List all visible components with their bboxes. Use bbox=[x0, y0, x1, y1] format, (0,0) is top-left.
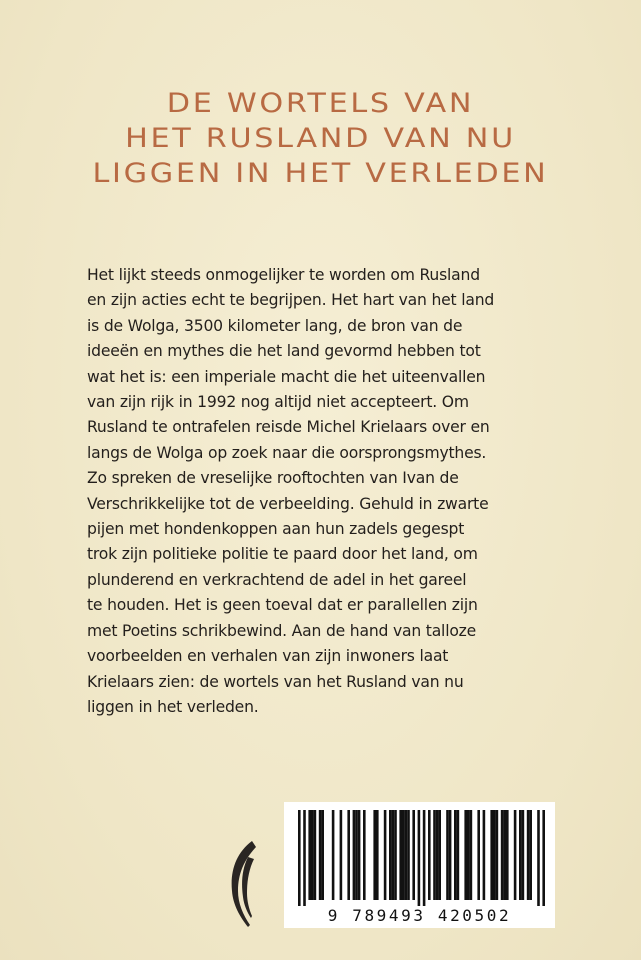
blurb-line: pijen met hondenkoppen aan hun zadels gegespt bbox=[87, 520, 465, 539]
barcode-bar bbox=[298, 810, 301, 906]
blurb-line: Rusland te ontrafelen reisde Michel Krielaars over en bbox=[87, 418, 490, 437]
barcode-bar bbox=[394, 810, 397, 900]
barcode-bar bbox=[527, 810, 530, 900]
barcode-bar bbox=[384, 810, 387, 900]
barcode-bar bbox=[428, 810, 431, 900]
barcode-bar bbox=[358, 810, 361, 900]
blurb-line: voorbeelden en verhalen van zijn inwoners laat bbox=[87, 647, 449, 666]
barcode-bar bbox=[303, 810, 306, 906]
barcode-bar bbox=[542, 810, 545, 906]
barcode-bar bbox=[490, 810, 493, 900]
barcode-bar bbox=[522, 810, 525, 900]
barcode-bar bbox=[363, 810, 366, 900]
blurb-line: Krielaars zien: de wortels van het Rusland van nu bbox=[87, 672, 464, 691]
barcode-bar bbox=[436, 810, 439, 900]
barcode-bar bbox=[470, 810, 473, 900]
blurb-line: liggen in het verleden. bbox=[87, 697, 259, 716]
headline-line: LIGGEN IN HET VERLEDEN bbox=[92, 158, 549, 189]
barcode-bar bbox=[514, 810, 517, 900]
headline-line: DE WORTELS VAN bbox=[166, 88, 475, 119]
blurb-line: ideeën en mythes die het land gevormd hebben tot bbox=[87, 342, 481, 361]
barcode-bar bbox=[311, 810, 314, 900]
barcode-bar bbox=[405, 810, 408, 900]
blurb-line: langs de Wolga op zoek naar die oorsprongsmythes. bbox=[87, 443, 487, 462]
barcode-bar bbox=[529, 810, 532, 900]
barcode-bars bbox=[284, 802, 555, 906]
barcode-bar bbox=[493, 810, 496, 900]
barcode-bar bbox=[308, 810, 311, 900]
barcode-bar bbox=[519, 810, 522, 900]
barcode-bar bbox=[446, 810, 449, 900]
barcode-bar bbox=[537, 810, 540, 906]
barcode-bar bbox=[464, 810, 467, 900]
blurb-line: is de Wolga, 3500 kilometer lang, de bron van de bbox=[87, 316, 463, 335]
barcode-bar bbox=[355, 810, 358, 900]
barcode-bar bbox=[418, 810, 421, 906]
blurb-line: en zijn acties echt te begrijpen. Het hart van het land bbox=[87, 291, 495, 310]
isbn-number: 9 789493 420502 bbox=[327, 906, 512, 925]
barcode-bar bbox=[454, 810, 457, 900]
blurb-line: plunderend en verkrachtend de adel in het gareel bbox=[87, 570, 467, 589]
barcode-bar bbox=[399, 810, 402, 900]
blurb-line: Zo spreken de vreselijke rooftochten van Ivan de bbox=[87, 469, 459, 488]
barcode-bar bbox=[506, 810, 509, 900]
headline bbox=[0, 86, 641, 191]
isbn-barcode bbox=[284, 802, 555, 928]
blurb-line: wat het is: een imperiale macht die het uiteenvallen bbox=[87, 367, 486, 386]
barcode-bar bbox=[457, 810, 460, 900]
barcode-bar bbox=[314, 810, 317, 900]
blurb-text bbox=[87, 263, 567, 720]
blurb-line: Verschrikkelijke tot de verbeelding. Gehuld in zwarte bbox=[87, 494, 489, 513]
blurb-line: Het lijkt steeds onmogelijker te worden om Rusland bbox=[87, 266, 480, 284]
barcode-bar bbox=[402, 810, 405, 900]
blurb-line: te houden. Het is geen toeval dat er parallellen zijn bbox=[87, 596, 478, 615]
barcode-bar bbox=[467, 810, 470, 900]
barcode-bar bbox=[438, 810, 441, 900]
quill-feather-icon bbox=[226, 839, 260, 929]
barcode-bar bbox=[477, 810, 480, 900]
barcode-bar bbox=[340, 810, 343, 900]
barcode-bar bbox=[332, 810, 335, 900]
barcode-bar bbox=[373, 810, 376, 900]
barcode-bar bbox=[319, 810, 322, 900]
barcode-bar bbox=[483, 810, 486, 900]
barcode-bar bbox=[433, 810, 436, 900]
barcode-bar bbox=[321, 810, 324, 900]
headline-line: HET RUSLAND VAN NU bbox=[125, 123, 516, 154]
barcode-bar bbox=[407, 810, 410, 900]
barcode-bar bbox=[412, 810, 415, 900]
barcode-bar bbox=[496, 810, 499, 900]
barcode-bar bbox=[353, 810, 356, 900]
barcode-bar bbox=[376, 810, 379, 900]
blurb-line: trok zijn politieke politie te paard door het land, om bbox=[87, 545, 478, 564]
barcode-bar bbox=[392, 810, 395, 900]
barcode-bar bbox=[449, 810, 452, 900]
barcode-bar bbox=[503, 810, 506, 900]
barcode-bar bbox=[389, 810, 392, 900]
blurb-line: met Poetins schrikbewind. Aan de hand van talloze bbox=[87, 621, 477, 640]
barcode-bar bbox=[423, 810, 426, 906]
barcode-bar bbox=[501, 810, 504, 900]
blurb-line: van zijn rijk in 1992 nog altijd niet accepteert. Om bbox=[87, 393, 469, 412]
barcode-bar bbox=[347, 810, 350, 900]
